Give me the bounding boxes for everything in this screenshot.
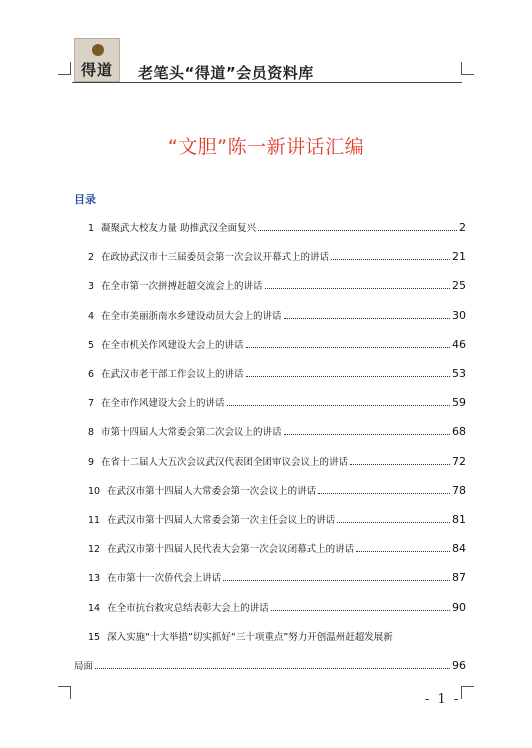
toc-entry-page: 46 <box>452 337 466 351</box>
toc-entry-label: 在全市第一次拼搏赶超交流会上的讲话 <box>101 281 263 293</box>
toc-entry-number: 4 <box>88 310 95 322</box>
toc-entry[interactable] <box>88 539 466 555</box>
toc-entry-page: 87 <box>452 571 466 585</box>
toc-entry-label: 凝聚武大校友力量 助推武汉全面复兴 <box>101 223 257 234</box>
toc-entry[interactable] <box>88 510 466 526</box>
toc-entry-label: 市第十四届人大常委会第二次会议上的讲话 <box>101 427 282 439</box>
crop-mark-top-left <box>58 62 71 75</box>
toc-dot-leader <box>284 318 450 319</box>
toc-entry[interactable] <box>88 481 466 497</box>
toc-entry-label: 在武汉市第十四届人民代表大会第一次会议闭幕式上的讲话 <box>107 544 355 556</box>
header-divider <box>72 82 462 83</box>
toc-entry-number: 1 <box>88 223 95 234</box>
toc-entry-number: 9 <box>88 456 95 468</box>
toc-entry-label: 在市第十一次侨代会上讲话 <box>107 573 222 585</box>
toc-entry-page: 78 <box>452 483 466 497</box>
toc-entry-label: 在省十二届人大五次会议武汉代表团全团审议会议上的讲话 <box>101 456 349 468</box>
toc-entry-number: 11 <box>88 515 101 526</box>
crop-mark-top-right <box>461 62 474 75</box>
toc-entry[interactable] <box>88 568 466 584</box>
toc-entry[interactable] <box>88 218 466 234</box>
toc-entry-number: 10 <box>88 485 101 497</box>
toc-entry-continuation[interactable] <box>74 656 466 672</box>
toc-entry-page: 96 <box>452 659 466 672</box>
toc-entry-number: 8 <box>88 427 95 439</box>
toc-dot-leader <box>350 464 450 465</box>
toc-entry-label: 在武汉市第十四届人大常委会第一次会议上的讲话 <box>107 485 317 497</box>
crop-mark-bottom-left <box>58 686 71 699</box>
toc-entry[interactable] <box>88 627 466 643</box>
toc-entry[interactable] <box>88 393 466 409</box>
toc-dot-leader <box>246 347 450 348</box>
toc-entry-number: 12 <box>88 544 101 556</box>
toc-entry[interactable] <box>88 452 466 468</box>
toc-entry-label: 在武汉市老干部工作会议上的讲话 <box>101 369 244 380</box>
toc-dot-leader <box>284 434 450 435</box>
toc-entry-page: 81 <box>452 513 466 526</box>
toc-entry-page: 90 <box>452 600 466 614</box>
toc-entry-label: 在政协武汉市十三届委员会第一次会议开幕式上的讲话 <box>101 252 330 264</box>
toc-dot-leader <box>318 493 450 494</box>
toc-entry-label: 在全市美丽浙南水乡建设动员大会上的讲话 <box>101 310 282 322</box>
toc-entry-number: 6 <box>88 369 95 380</box>
toc-dot-leader <box>271 610 450 611</box>
toc-entry-page: 21 <box>452 250 466 264</box>
toc-dot-leader <box>258 230 457 231</box>
toc-entry[interactable] <box>88 422 466 438</box>
toc-dot-leader <box>356 551 450 552</box>
toc-entry-page: 59 <box>452 396 466 410</box>
toc-entry-page: 72 <box>452 454 466 468</box>
logo-text: 得道 <box>80 61 113 79</box>
toc-dot-leader <box>246 376 450 377</box>
toc-entry-label-continuation: 局面 <box>74 661 94 672</box>
toc-entry[interactable] <box>88 598 466 614</box>
logo <box>74 38 120 82</box>
toc-entry-label: 在全市抗台救灾总结表彰大会上的讲话 <box>107 602 269 614</box>
header-title: 老笔头“得道”会员资料库 <box>138 64 314 82</box>
toc-dot-leader <box>227 405 450 406</box>
toc-entry-page: 2 <box>459 221 466 234</box>
toc-entry-number: 7 <box>88 398 95 410</box>
toc-entry[interactable] <box>88 306 466 322</box>
toc-entry-page: 30 <box>452 308 466 322</box>
toc-entry[interactable] <box>88 335 466 351</box>
toc-heading: 目录 <box>74 193 96 206</box>
toc-entry-number: 2 <box>88 252 95 264</box>
toc-dot-leader <box>331 259 450 260</box>
toc-entry-label: 在全市作风建设大会上的讲话 <box>101 398 225 410</box>
toc-entry-page: 84 <box>452 542 466 556</box>
document-title: “文胆”陈一新讲话汇编 <box>167 136 365 158</box>
toc-entry-page: 53 <box>452 367 466 380</box>
page-number: - 1 - <box>425 692 461 707</box>
crop-mark-bottom-right <box>461 686 474 699</box>
toc-entry-page: 68 <box>452 425 466 439</box>
toc-entry-number: 14 <box>88 602 101 614</box>
toc-entry-label: 在全市机关作风建设大会上的讲话 <box>101 339 244 351</box>
toc-entry-label: 深入实施“十大举措”切实抓好“三十项重点”努力开创温州赶超发展新 <box>107 631 393 643</box>
toc-entry-number: 5 <box>88 339 95 351</box>
toc-entry[interactable] <box>88 364 466 380</box>
toc-entry-number: 15 <box>88 631 101 643</box>
toc-entry[interactable] <box>88 276 466 292</box>
toc-entry-page: 25 <box>452 279 466 293</box>
toc-dot-leader <box>337 522 450 523</box>
logo-emblem-icon <box>92 44 104 56</box>
toc-dot-leader <box>95 668 450 669</box>
toc-entry[interactable] <box>88 247 466 263</box>
toc-entry-number: 3 <box>88 281 95 293</box>
toc-dot-leader <box>265 288 450 289</box>
toc-dot-leader <box>223 580 450 581</box>
toc-entry-label: 在武汉市第十四届人大常委会第一次主任会议上的讲话 <box>107 515 336 526</box>
toc-entry-number: 13 <box>88 573 101 585</box>
